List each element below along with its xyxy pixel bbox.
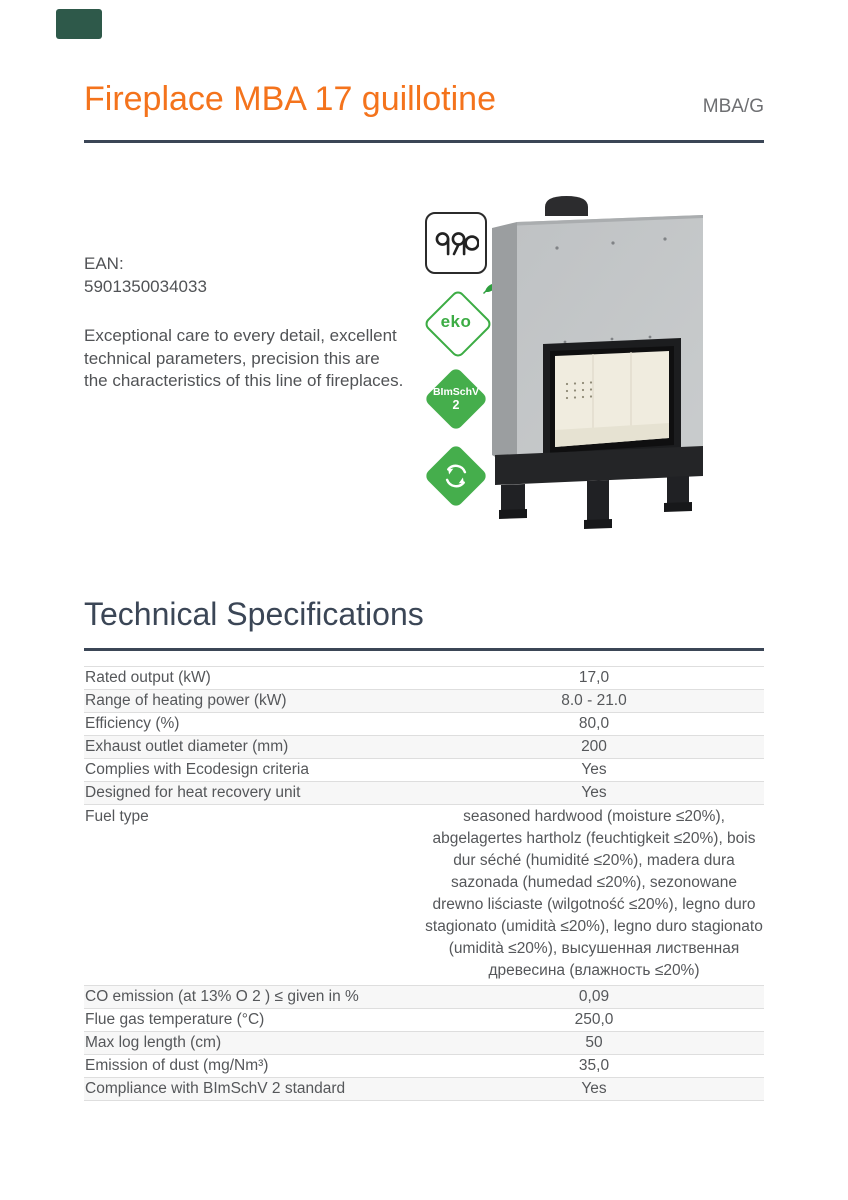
spec-value: 8.0 - 21.0	[561, 692, 627, 709]
spec-label: Fuel type	[85, 808, 149, 825]
recycle-badge	[423, 443, 489, 509]
spec-row	[84, 689, 764, 712]
cabinet-side	[492, 222, 517, 470]
pro-logo-glyphs	[433, 230, 479, 256]
brand-mark	[56, 9, 102, 39]
spec-value: 35,0	[578, 1057, 610, 1074]
spec-value: 250,0	[574, 1011, 614, 1028]
spec-value: 80,0	[578, 715, 610, 732]
spec-table	[84, 666, 764, 1101]
pro-logo-icon	[425, 212, 487, 274]
page-title: Fireplace MBA 17 guillotine	[84, 80, 497, 118]
spec-row	[84, 1077, 764, 1101]
spec-row	[84, 1031, 764, 1054]
spec-label: Range of heating power (kW)	[85, 692, 287, 709]
eko-badge	[423, 289, 489, 355]
spec-label: Efficiency (%)	[85, 715, 180, 732]
spec-value: 0,09	[578, 988, 610, 1005]
ean-block	[84, 252, 207, 298]
product-description: Exceptional care to every detail, excellent technical parameters, precision this are the characteristics of this line of fireplaces.	[84, 326, 404, 390]
section-divider	[84, 648, 764, 651]
spec-value: seasoned hardwood (moisture ≤20%), abgelagertes hartholz (feuchtigkeit ≤20%), bois dur séché (humidité ≤20%), madera dura sazonada (humedad ≤20%), sezonowane drewno liściaste (wilgotność ≤20%), legno duro stagionato (umidità ≤20%), legno duro stagionato (umidità ≤20%), высушенная лиственная древесина (влажность ≤20%)	[425, 808, 763, 979]
spec-row	[84, 666, 764, 689]
spec-table-body	[84, 666, 764, 1101]
spec-label: Emission of dust (mg/Nm³)	[85, 1057, 269, 1074]
flue-cap	[545, 196, 588, 216]
bimschv-badge	[423, 366, 489, 432]
spec-label: Designed for heat recovery unit	[85, 784, 301, 801]
spec-row	[84, 1054, 764, 1077]
certification-badges	[422, 211, 490, 509]
spec-label: Complies with Ecodesign criteria	[85, 761, 309, 778]
fireplace-product-image	[487, 192, 783, 532]
spec-label: Max log length (cm)	[85, 1034, 222, 1051]
section-heading: Technical Specifications	[84, 596, 424, 632]
product-code: MBA/G	[702, 96, 764, 117]
spec-row	[84, 758, 764, 781]
spec-value: Yes	[581, 761, 607, 778]
eko-label: eko	[440, 312, 472, 331]
spec-label: Flue gas temperature (°C)	[85, 1011, 265, 1028]
spec-value: Yes	[581, 1080, 607, 1097]
spec-label: CO emission (at 13% O 2 ) ≤ given in %	[85, 988, 359, 1005]
spec-row	[84, 781, 764, 804]
spec-label: Rated output (kW)	[85, 669, 211, 686]
spec-row	[84, 712, 764, 735]
spec-label: Exhaust outlet diameter (mm)	[85, 738, 289, 755]
spec-row	[84, 735, 764, 758]
spec-value: 200	[581, 738, 607, 755]
ean-label: EAN:	[84, 254, 124, 273]
bimschv-label: BImSchV	[432, 386, 480, 398]
ean-value: 5901350034033	[84, 277, 207, 296]
header-divider	[84, 140, 764, 143]
spec-row	[84, 985, 764, 1008]
spec-value: 50	[585, 1034, 603, 1051]
pro-badge	[423, 212, 489, 278]
spec-row	[84, 804, 764, 985]
spec-label: Compliance with BImSchV 2 standard	[85, 1080, 346, 1097]
spec-value: Yes	[581, 784, 607, 801]
recycle-house-icon	[439, 459, 473, 493]
bimschv-number: 2	[452, 398, 460, 412]
spec-value: 17,0	[578, 669, 610, 686]
spec-row	[84, 1008, 764, 1031]
